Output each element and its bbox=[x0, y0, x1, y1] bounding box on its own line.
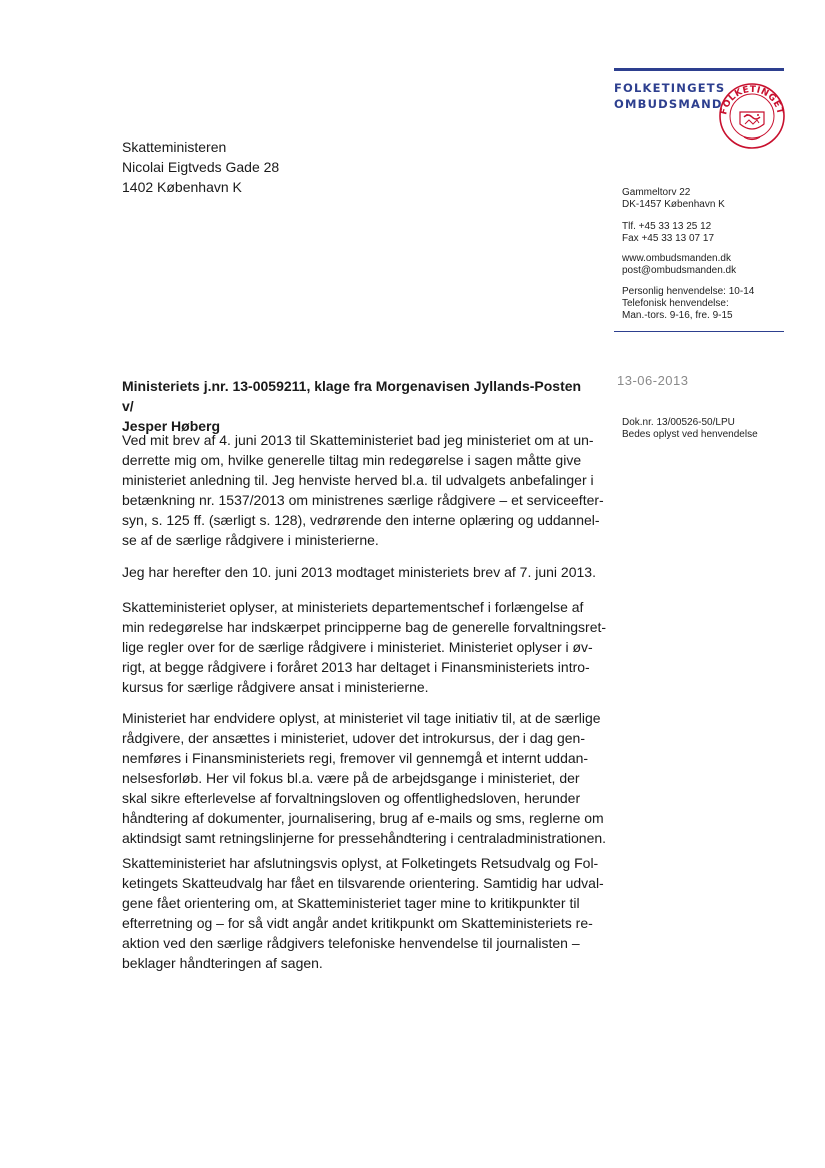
paragraph-line: betænkning nr. 1537/2013 om ministrenes særlige rådgivere – et serviceefter- bbox=[122, 492, 604, 508]
paragraph-line: efterretning og – for så vidt angår andet kritikpunkt om Skatteministeriets re- bbox=[122, 915, 593, 931]
subject-line: Ministeriets j.nr. 13-0059211, klage fra Morgenavisen Jyllands-Posten v/ bbox=[122, 378, 582, 414]
paragraph-line: Ved mit brev af 4. juni 2013 til Skatteministeriet bad jeg ministeriet om at un- bbox=[122, 432, 594, 448]
recipient-line: 1402 København K bbox=[122, 179, 242, 195]
paragraph-line: kursus for særlige rådgivere ansat i ministerierne. bbox=[122, 679, 429, 695]
svg-text:FOLKETINGET: FOLKETINGET bbox=[719, 84, 785, 116]
paragraph-line: Skatteministeriet oplyser, at ministeriets departementschef i forlængelse af bbox=[122, 599, 584, 615]
paragraph-line: se af de særlige rådgivere i ministerierne. bbox=[122, 532, 379, 548]
body-paragraph-2 bbox=[122, 562, 596, 582]
hours-phone-label: Telefonisk henvendelse: bbox=[622, 298, 729, 309]
body-paragraph-5 bbox=[122, 853, 604, 973]
paragraph-line: rådgivere, der ansættes i ministeriet, udover det introkursus, der i dag gen- bbox=[122, 730, 586, 746]
contact-tel: Tlf. +45 33 13 25 12 bbox=[622, 221, 712, 232]
letter-date: 13-06-2013 bbox=[617, 373, 689, 388]
paragraph-line: nemføres i Finansministeriets regi, fremover vil gennemgå et internt uddan- bbox=[122, 750, 589, 766]
hours-phone-times: Man.-tors. 9-16, fre. 9-15 bbox=[622, 310, 733, 321]
paragraph-line: skal sikre efterlevelse af forvaltningsloven og offentlighedsloven, herunder bbox=[122, 790, 581, 806]
paragraph-line: håndtering af dokumenter, journalisering, brug af e-mails og sms, reglerne om bbox=[122, 810, 604, 826]
contact-street: Gammeltorv 22 bbox=[622, 187, 691, 198]
paragraph-line: derrette mig om, hvilke generelle tiltag min redegørelse i sagen måtte give bbox=[122, 452, 582, 468]
paragraph-line: min redegørelse har indskærpet principperne bag de generelle forvaltningsret- bbox=[122, 619, 607, 635]
paragraph-line: Skatteministeriet har afslutningsvis oplyst, at Folketingets Retsudvalg og Fol- bbox=[122, 855, 599, 871]
paragraph-line: aktindsigt samt retningslinjerne for pressehåndtering i centraladministrationen. bbox=[122, 830, 607, 846]
paragraph-line: ministeriet anledning til. Jeg henviste herved bl.a. til udvalgets anbefalinger i bbox=[122, 472, 594, 488]
contact-address bbox=[622, 187, 725, 211]
body-paragraph-1 bbox=[122, 430, 604, 550]
contact-phone bbox=[622, 221, 714, 245]
contact-city: DK-1457 København K bbox=[622, 199, 725, 210]
body-paragraph-4 bbox=[122, 708, 607, 848]
recipient-line: Skatteministeren bbox=[122, 139, 227, 155]
body-paragraph-3 bbox=[122, 597, 607, 697]
org-name-line-1: FOLKETINGETS bbox=[614, 81, 726, 95]
hours-in-person: Personlig henvendelse: 10-14 bbox=[622, 286, 755, 297]
subject-line: Jesper Høberg bbox=[122, 418, 221, 434]
paragraph-line: ketingets Skatteudvalg har fået en tilsvarende orientering. Samtidig har udval- bbox=[122, 875, 604, 891]
paragraph-line: beklager håndteringen af sagen. bbox=[122, 955, 323, 971]
paragraph-line: Jeg har herefter den 10. juni 2013 modtaget ministeriets brev af 7. juni 2013. bbox=[122, 564, 596, 580]
recipient-line: Nicolai Eigtveds Gade 28 bbox=[122, 159, 280, 175]
contact-bottom-rule bbox=[614, 331, 784, 332]
paragraph-line: aktion ved den særlige rådgivers telefoniske henvendelse til journalisten – bbox=[122, 935, 580, 951]
recipient-address bbox=[122, 137, 279, 197]
parliament-seal-logo bbox=[718, 82, 786, 150]
paragraph-line: rigt, at begge rådgivere i foråret 2013 har deltaget i Finansministeriets intro- bbox=[122, 659, 590, 675]
paragraph-line: Ministeriet har endvidere oplyst, at ministeriet vil tage initiativ til, at de særlige bbox=[122, 710, 601, 726]
contact-hours bbox=[622, 286, 754, 322]
letterhead-organization bbox=[614, 80, 725, 112]
contact-web bbox=[622, 253, 736, 277]
contact-website: www.ombudsmanden.dk bbox=[622, 253, 731, 264]
paragraph-line: nelsesforløb. Her vil fokus bl.a. være på de arbejdsgange i ministeriet, der bbox=[122, 770, 580, 786]
paragraph-line: lige regler over for de særlige rådgivere i ministeriet. Ministeriet oplyser i øv- bbox=[122, 639, 593, 655]
document-reference bbox=[622, 417, 758, 441]
paragraph-line: syn, s. 125 ff. (særligt s. 128), vedrørende den interne oplæring og uddannel- bbox=[122, 512, 600, 528]
contact-fax: Fax +45 33 13 07 17 bbox=[622, 233, 715, 244]
reference-note: Bedes oplyst ved henvendelse bbox=[622, 429, 758, 440]
letterhead-top-rule bbox=[614, 68, 784, 71]
document-number: Dok.nr. 13/00526-50/LPU bbox=[622, 417, 735, 428]
org-name-line-2: OMBUDSMAND bbox=[614, 97, 723, 111]
contact-email: post@ombudsmanden.dk bbox=[622, 265, 737, 276]
letter-subject bbox=[122, 376, 592, 436]
paragraph-line: gene fået orientering om, at Skatteministeriet tager mine to kritikpunkter til bbox=[122, 895, 580, 911]
